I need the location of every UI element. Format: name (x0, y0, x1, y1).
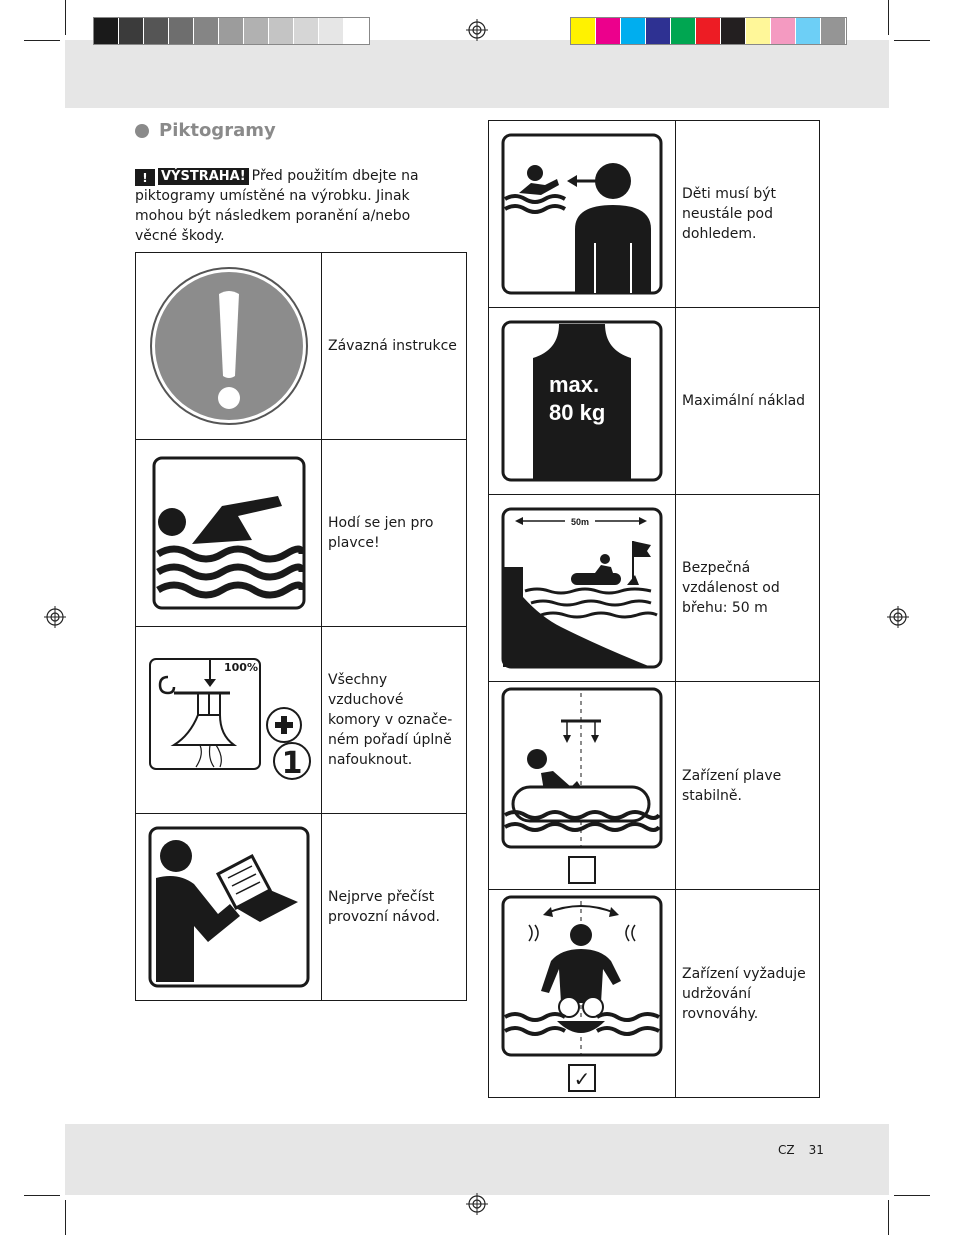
table-row (489, 495, 820, 682)
color-swatch (269, 18, 294, 44)
read-manual-icon (148, 826, 310, 988)
table-row (489, 121, 820, 308)
crop-mark (888, 0, 889, 35)
warning-label: VÝSTRAHA! (158, 168, 249, 185)
pictogram-description: Bezpečná vzdálenost od břehu: 50 m (676, 495, 820, 682)
inflation-100-icon (144, 655, 314, 785)
crop-mark (65, 1200, 66, 1235)
page-number: 31 (808, 1143, 824, 1157)
pictogram-description: Závazná instrukce (322, 253, 467, 440)
inflation-percent-label: 100% (223, 661, 258, 674)
crop-mark (24, 1195, 60, 1196)
crop-mark (894, 1195, 930, 1196)
pictogram-description: Hodí se jen pro plavce! (322, 440, 467, 627)
color-swatch (94, 18, 119, 44)
crop-mark (65, 0, 66, 35)
color-swatch (244, 18, 269, 44)
color-swatch (119, 18, 144, 44)
pictogram-table-left (135, 252, 467, 1001)
pictogram-description: Zařízení plave stabilně. (676, 682, 820, 890)
color-swatch (746, 18, 771, 44)
warning-paragraph (135, 166, 455, 246)
color-swatch (821, 18, 846, 44)
color-swatch (671, 18, 696, 44)
section-heading (135, 120, 276, 141)
warning-triangle-icon: ! (135, 169, 155, 186)
pictogram-description: Děti musí být neustále pod dohledem. (676, 121, 820, 308)
color-swatch (194, 18, 219, 44)
registration-mark-icon (466, 1193, 488, 1215)
registration-mark-icon (44, 606, 66, 628)
balance-required-icon (501, 895, 663, 1093)
color-swatch (771, 18, 796, 44)
crop-mark (894, 40, 930, 41)
color-swatch (219, 18, 244, 44)
process-color-bar (570, 17, 847, 45)
registration-mark-icon (466, 19, 488, 41)
color-swatch (796, 18, 821, 44)
section-title: Piktogramy (159, 120, 276, 141)
color-swatch (621, 18, 646, 44)
pictogram-description: Maximální náklad (676, 308, 820, 495)
svg-text:1: 1 (281, 746, 302, 781)
color-swatch (596, 18, 621, 44)
shore-distance-icon (501, 507, 663, 669)
page-footer (778, 1143, 824, 1157)
max-load-icon (501, 320, 663, 482)
max-load-label-2: 80 kg (549, 400, 606, 425)
pictogram-description: Všechny vzduchové komory v označe-ném pořadí úplně nafouknout. (322, 627, 467, 814)
crop-mark (24, 40, 60, 41)
table-row (136, 253, 467, 440)
color-swatch (571, 18, 596, 44)
table-row (489, 308, 820, 495)
pictogram-description: Nejprve přečíst provozní návod. (322, 814, 467, 1001)
color-swatch (169, 18, 194, 44)
table-row (489, 890, 820, 1098)
color-swatch (294, 18, 319, 44)
table-row (136, 627, 467, 814)
color-swatch (696, 18, 721, 44)
grayscale-color-bar (93, 17, 370, 45)
supervision-icon (501, 133, 663, 295)
checkbox-checked: ✓ (573, 1066, 591, 1091)
crop-mark (888, 1200, 889, 1235)
bullet-icon (135, 124, 149, 138)
table-row (136, 814, 467, 1001)
language-code: CZ (778, 1143, 795, 1157)
color-swatch (144, 18, 169, 44)
table-row (136, 440, 467, 627)
color-swatch (319, 18, 344, 44)
color-swatch (646, 18, 671, 44)
pictogram-table-right (488, 120, 820, 1098)
warning-text: Před použitím dbejte na piktogramy umístěné na výrobku. Jinak mohou být následkem poranění a/nebo věcné škody. (135, 168, 419, 244)
color-swatch (344, 18, 369, 44)
stable-float-icon (501, 687, 663, 885)
footer-band (65, 1124, 889, 1195)
table-row (489, 682, 820, 890)
header-band (65, 40, 889, 108)
registration-mark-icon (887, 606, 909, 628)
exclamation-circle-icon (149, 266, 309, 426)
color-swatch (721, 18, 746, 44)
max-load-label-1: max. (549, 372, 600, 397)
distance-label: 50m (570, 517, 590, 527)
pictogram-description: Zařízení vyžaduje udržování rovnováhy. (676, 890, 820, 1098)
swimmer-icon (152, 456, 306, 610)
